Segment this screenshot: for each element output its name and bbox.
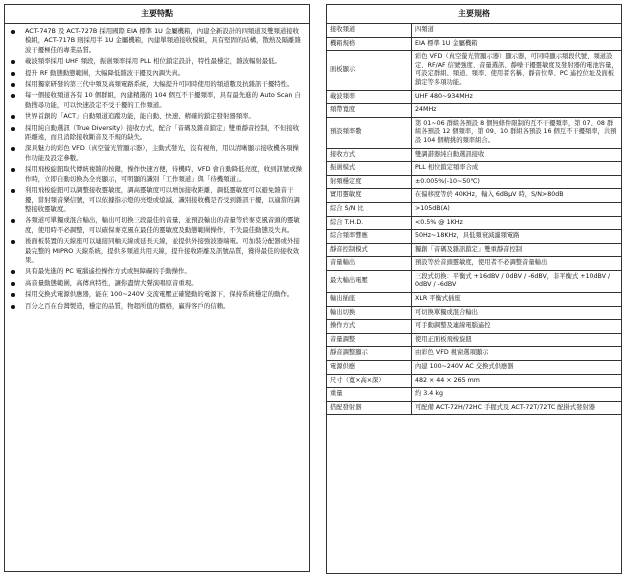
spec-row — [327, 148, 621, 162]
feature-item — [11, 186, 304, 214]
bullet-icon — [11, 282, 15, 286]
feature-text: 後面板裝置的天線座可以連接同軸天線或延長天線，並提供外接強波器端電。可加裝分配器或外接最完整的 MIPRO 天線系統，提供多頻道共用天線，提升接收距離及訊號品質，獲得最佳的接收效果。 — [25, 237, 300, 264]
bullet-icon — [11, 270, 15, 274]
feature-text: 各頻道可單獨或混合輸出，輸出可切換三段最佳的音量，並預設輸出的音量等於麥克風音頭的靈敏度，使用時不必調整，可以確保麥克風在最佳的靈敏度及動態範圍操作，不失最佳動態及失真。 — [25, 216, 300, 234]
bullet-icon — [11, 219, 15, 223]
bullet-icon — [11, 83, 15, 87]
spec-row — [327, 347, 621, 361]
spec-label: 最大輸出電壓 — [327, 270, 412, 292]
specs-table — [327, 24, 621, 415]
spec-label: 綜合 T.H.D. — [327, 216, 412, 230]
bullet-icon — [11, 293, 15, 297]
feature-item — [11, 124, 304, 143]
spec-value: >105dB(A) — [412, 202, 622, 216]
spec-label: 頻帶寬度 — [327, 104, 412, 118]
spec-value: PLL 相位鎖定頻率合成 — [412, 162, 622, 176]
spec-value: UHF 480~934MHz — [412, 90, 622, 104]
feature-text: 採用飛梭旋鈕取代傳統複雜的按鍵，操作快速方便，待機時，VFD 會自動降低亮度，收到訊號或操作時，立即自動切換為全亮顯示，可明顯的識別「工作頻道」與「待機頻道」。 — [25, 165, 303, 183]
feature-item — [11, 57, 304, 66]
feature-text: 每一個接收頻道各有 10 個群組，內建精選的 104 個互不干擾頻率，具有最先進的 Auto Scan 自動搜尋功能，可以快速設定不受干擾的工作頻道。 — [25, 91, 301, 109]
features-list — [5, 24, 309, 311]
spec-label: 輸出切換 — [327, 306, 412, 320]
feature-text: 採用獨家研發的第三代中頻及高頻電路系統，大幅提升可同時使用的頻道數及抗雜訊干擾特性。 — [25, 80, 294, 89]
bullet-icon — [11, 30, 15, 34]
spec-label: 操作方式 — [327, 320, 412, 334]
spec-label: 音量輸出 — [327, 257, 412, 271]
feature-item — [11, 279, 304, 288]
bullet-icon — [11, 127, 15, 131]
feature-item — [11, 112, 304, 121]
spec-label: 綜合 S/N 比 — [327, 202, 412, 216]
spec-row — [327, 270, 621, 292]
spec-value: 雙調諧器純自動選訊接收 — [412, 148, 622, 162]
spec-row — [327, 51, 621, 90]
bullet-icon — [11, 189, 15, 193]
feature-item — [11, 27, 304, 55]
spec-row — [327, 37, 621, 51]
spec-row — [327, 162, 621, 176]
spec-value: 50Hz~18KHz，具低頻衰減濾頻電路 — [412, 230, 622, 244]
feature-item — [11, 144, 304, 163]
spec-label: 接收方式 — [327, 148, 412, 162]
spec-row — [327, 189, 621, 203]
spec-value: 三段式切換：平衡式 +16dBV / 0dBV / -6dBV，非平衡式 +10dBV / 0dBV / -6dBV — [412, 270, 622, 292]
spec-value: 由彩色 VFD 視窗選項顯示 — [412, 347, 622, 361]
spec-label: 接收頻道 — [327, 24, 412, 37]
feature-item — [11, 165, 304, 184]
feature-text: 載波頻率採用 UHF 頻段，振盪頻率採用 PLL 相位鎖定設計，特性最穩定，雜波輻射最低。 — [25, 57, 281, 66]
spec-value: 第 01~06 群組各預設 8 個無條件限制的互不干擾頻率，第 07、08 群組各預設 12 個頻率，第 09、10 群組各預設 16 個互不干擾頻率，共預設 104 個精挑的頻率組合。 — [412, 117, 622, 148]
feature-text: 利用飛梭旋鈕可以調整接收靈敏度，調高靈敏度可以增加接收距離，調低靈敏度可以避免雜音干擾，當射頻音樂信號，可以依據指示燈的亮燈或熄滅，識別接收機是否受到雜訊干擾，以適當的調整接收靈敏度。 — [25, 186, 300, 213]
spec-label: 重量 — [327, 388, 412, 402]
feature-item — [11, 91, 304, 110]
spec-label: 電源供應 — [327, 361, 412, 375]
spec-row — [327, 257, 621, 271]
feature-text: 採用交換式電源供應器，能在 100~240V 交流電壓正確變動的電源下，保持系統穩定的動作。 — [25, 290, 294, 299]
spec-label: 振盪模式 — [327, 162, 412, 176]
bullet-icon — [11, 72, 15, 76]
spec-row — [327, 24, 621, 37]
feature-text: ACT-747B 及 ACT-727B 採用國際 EIA 標準 1U 金屬機箱，內建全新設計的四頻道及雙頻道接收模組，ACT-717B 則採用半 1U 金屬機箱，內建單頻道接收模組，具有堅固的結構，散熱及隔離雜波干擾極佳的專業品質。 — [25, 27, 301, 54]
bullet-icon — [11, 94, 15, 98]
spec-value: 可配備 ACT-72H/72HC 手握式及 ACT-72T/72TC 配掛式發射器 — [412, 401, 622, 415]
feature-item — [11, 302, 304, 311]
spec-row — [327, 90, 621, 104]
spec-row — [327, 333, 621, 347]
features-panel — [4, 4, 310, 572]
spec-label: 尺寸（寬×高×深） — [327, 374, 412, 388]
spec-label: 輸出插座 — [327, 293, 412, 307]
spec-value: 可切換單獨或混合輸出 — [412, 306, 622, 320]
spec-value: 內建 100~240V AC 交換式供應器 — [412, 361, 622, 375]
spec-row — [327, 175, 621, 189]
feature-text: 採用純自動選訊（True Diversity）接收方式，配合「音碼及雜音鎖定」雙重靜音控制，不但接收距離遠，而且消除接收斷音及不規的缺失。 — [25, 123, 300, 142]
spec-label: 面板顯示 — [327, 51, 412, 90]
spec-label: 音量調整 — [327, 333, 412, 347]
spec-value: XLR 平衡式插座 — [412, 293, 622, 307]
spec-row — [327, 202, 621, 216]
bullet-icon — [11, 240, 15, 244]
spec-label: 射頻穩定度 — [327, 175, 412, 189]
spec-row — [327, 243, 621, 257]
specs-title: 主要規格 — [327, 5, 621, 24]
spec-row — [327, 374, 621, 388]
spec-label: 搭配發射器 — [327, 401, 412, 415]
spec-value: ±0.005%(-10~50℃) — [412, 175, 622, 189]
feature-text: 世界首創的「ACT」自動頻道追蹤功能，能自動、快速、精確的鎖定發射器頻率。 — [25, 112, 255, 121]
spec-value: 482 × 44 × 265 mm — [412, 374, 622, 388]
spec-label: 靜音控制模式 — [327, 243, 412, 257]
bullet-icon — [11, 60, 15, 64]
spec-label: 綜合頻率響應 — [327, 230, 412, 244]
spec-value: 24MHz — [412, 104, 622, 118]
spec-value: 約 3.4 kg — [412, 388, 622, 402]
spec-label: 靜音調整顯示 — [327, 347, 412, 361]
spec-value: <0.5% @ 1KHz — [412, 216, 622, 230]
feature-text: 百分之百在台灣製造，穩定的品質，物超所值的價格，贏得客戶的信賴。 — [25, 301, 230, 310]
bullet-icon — [11, 147, 15, 151]
spec-value: 使用正面板飛梭旋鈕 — [412, 333, 622, 347]
spec-row — [327, 388, 621, 402]
features-title: 主要特點 — [5, 5, 309, 24]
spec-row — [327, 117, 621, 148]
spec-label: 預設頻率數 — [327, 117, 412, 148]
spec-value: 可手動調整及連線電腦遙控 — [412, 320, 622, 334]
bullet-icon — [11, 305, 15, 309]
spec-row — [327, 401, 621, 415]
feature-item — [11, 216, 304, 235]
spec-value: 彩色 VFD（真空螢光管顯示器）顯示器，可同時顯示頻段代號、頻道設定、RF/AF 信號強度、音量選訊、靜噪干擾靈敏度及發射器的電池容量，可設定群組、頻道、頻率、使用者名稱、靜音位準、PC 遙控位址及面板鎖定等多項功能。 — [412, 51, 622, 90]
feature-item — [11, 237, 304, 265]
bullet-icon — [11, 168, 15, 172]
spec-label: 實用靈敏度 — [327, 189, 412, 203]
spec-value: EIA 標準 1U 金屬機箱 — [412, 37, 622, 51]
spec-label: 載波頻率 — [327, 90, 412, 104]
feature-item — [11, 290, 304, 299]
spec-row — [327, 361, 621, 375]
specs-panel — [326, 4, 622, 574]
spec-label: 機箱規格 — [327, 37, 412, 51]
feature-item — [11, 267, 304, 276]
spec-row — [327, 104, 621, 118]
feature-text: 深具魅力的彩色 VFD（真空螢光管顯示器），主動式發光，沒有視角，用以清晰顯示接收機各項操作功能及設定參數。 — [25, 144, 299, 162]
feature-text: 具有最先進的 PC 電腦遙控操作方式或無障礙的手動操作。 — [25, 267, 191, 276]
spec-value: 預設等於音頭靈敏度，使用者不必調整音量輸出 — [412, 257, 622, 271]
spec-row — [327, 293, 621, 307]
feature-item — [11, 80, 304, 89]
feature-item — [11, 69, 304, 78]
spec-value: 四頻道 — [412, 24, 622, 37]
spec-row — [327, 306, 621, 320]
spec-value: 在偏移度等於 40KHz，輸入 6dBμV 時，S/N>80dB — [412, 189, 622, 203]
spec-row — [327, 216, 621, 230]
spec-value: 獨創「音碼及雜訊鎖定」雙重靜音控制 — [412, 243, 622, 257]
spec-row — [327, 320, 621, 334]
spec-row — [327, 230, 621, 244]
bullet-icon — [11, 115, 15, 119]
feature-text: 高音量動態範圍，高傳真特性，讓你盡情大聲演唱原音重現。 — [25, 278, 198, 287]
feature-text: 提升 RF 動態動態範圍，大幅降低雜波干擾及內調失真。 — [25, 68, 185, 77]
